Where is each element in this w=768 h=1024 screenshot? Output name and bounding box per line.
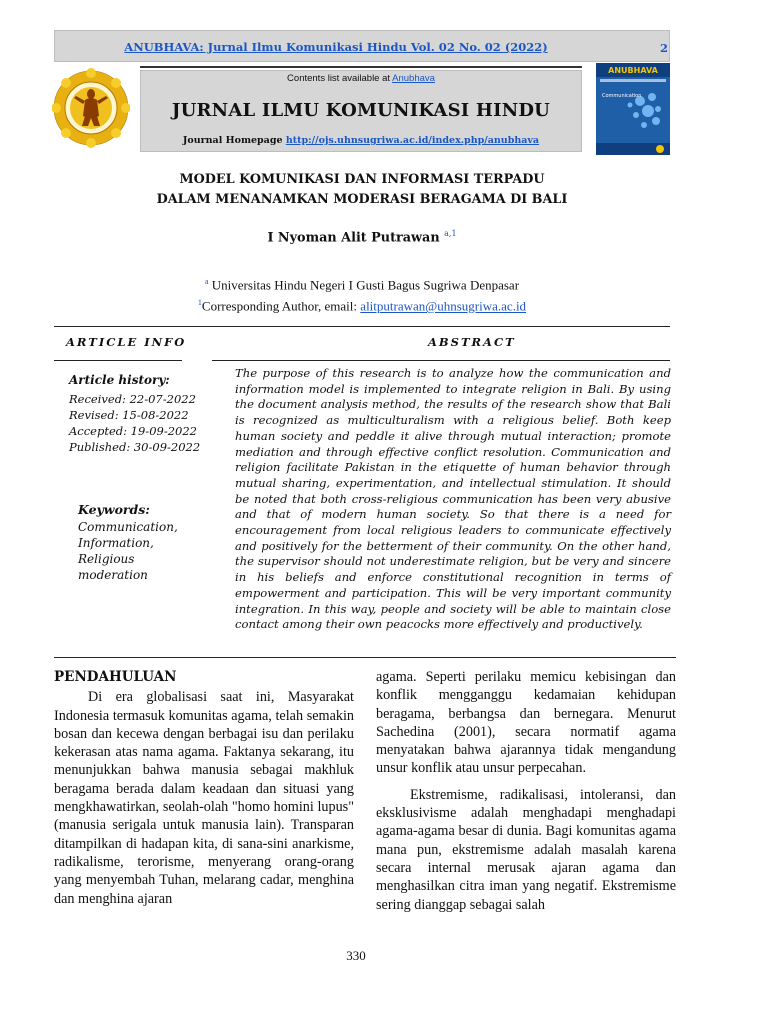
anubhava-link[interactable]: Anubhava xyxy=(392,73,435,84)
university-emblem-icon xyxy=(52,68,130,148)
body-top-rule xyxy=(54,657,676,658)
journal-title: JURNAL ILMU KOMUNIKASI HINDU xyxy=(171,100,551,121)
keyword-item: moderation xyxy=(78,568,148,582)
info-top-rule xyxy=(54,326,670,327)
affiliation-line xyxy=(54,273,670,294)
keywords-title: Keywords: xyxy=(78,502,150,517)
keyword-item: Information, xyxy=(78,536,154,550)
affiliation-block xyxy=(54,273,670,316)
body-paragraph: Ekstremisme, radikalisasi, intoleransi, dan eksklusivisme adalah menghadapi menghadapi agama-agama besar di dunia. Bagi komunitas agama mana pun, ekstremisme adalah masalah karena secara internal merusak ajaran agama dan menghasilkan citra iman yang negatif. Ekstremisme sering dianggap sebagai salah xyxy=(376,786,676,913)
body-paragraph: Di era globalisasi saat ini, Masyarakat Indonesia termasuk komunitas agama, telah semakin bosan dan kecewa dengan berbagai isu dan perilaku kekerasan atas nama agama. Faktanya sekarang, itu menunjukkan bahwa manusia sebagai makhluk beragama berada dalam keadaan dan situasi yang mengkhawatirkan, seolah-olah "homo homini lupus" (manusia serigala untuk manusia lain). Transparan ditampilkan di hadapan kita, di sana-sini anarkisme, radikalisme, terorisme, menyerang orang-orang yang menyembah Tuhan, melarang cadar, menghina dan menghina ajaran xyxy=(54,689,354,907)
journal-cover-image xyxy=(596,63,670,155)
contents-availability xyxy=(140,73,582,84)
page-edge-number: 2 xyxy=(660,41,669,55)
corresponding-label: Corresponding Author, email xyxy=(201,298,354,314)
journal-homepage xyxy=(140,135,582,146)
affiliation-superscript: a xyxy=(204,277,209,286)
journal-reference-link[interactable]: ANUBHAVA: Jurnal Ilmu Komunikasi Hindu Vol. 02 No. 02 (2022) xyxy=(124,40,548,54)
keyword-item: Religious xyxy=(78,552,135,566)
title-line-2: DALAM MENANAMKAN MODERASI BERAGAMA DI BALI xyxy=(156,192,568,207)
article-info-heading: ARTICLE INFO xyxy=(66,335,187,349)
affiliation-text: Universitas Hindu Negeri I Gusti Bagus Sugriwa Denpasar xyxy=(211,277,520,293)
article-history xyxy=(69,391,200,455)
published-date: Published: 30-09-2022 xyxy=(69,440,201,454)
corresponding-line xyxy=(54,294,670,315)
header-top-rule xyxy=(140,66,582,68)
author-superscript: a,1 xyxy=(444,229,457,238)
body-paragraph: agama. Seperti perilaku memicu kebisingan dan konflik mengganggu kedamaian kehidupan beragama, berbangsa dan bernegara. Menurut Sachedina (2001), secara normatif agama menyatakan bahwa ajarannya tidak mengandung unsur konflik atau unsur perpecahan. xyxy=(376,669,676,777)
info-underline-rule xyxy=(54,360,182,361)
page-number: 330 xyxy=(346,948,366,963)
homepage-link[interactable]: http://ojs.uhnsugriwa.ac.id/index.php/anubhava xyxy=(285,135,540,146)
abstract-heading: ABSTRACT xyxy=(428,335,516,349)
paper-title xyxy=(54,170,670,210)
keywords-list xyxy=(78,519,198,583)
author-line xyxy=(54,229,670,245)
keyword-item: Communication, xyxy=(78,520,178,534)
cover-title: ANUBHAVA xyxy=(608,66,658,75)
author-name: I Nyoman Alit Putrawan xyxy=(267,230,440,246)
revised-date: Revised: 15-08-2022 xyxy=(69,408,189,422)
body-right-column xyxy=(376,668,676,914)
abstract-text: The purpose of this research is to analyze how the communication and information model is implemented to integrate religion in Bali. By using the document analysis method, the results of the research show that Bali is recognized as multiculturalism with a religious belief. Both keep human society and peddle it alive through mutual interaction; promote mediation and through effective conflict resolution. Communication and religion facilitate Pakistan in the etiquette of human behavior through mutual sharing, experimentation, and intellectual stimulation. It should be noted that both cross-religious communication has been very abusive and that of modern human society. So that there is a need for encouragement from local religious leaders to communicate effectively and positively for the betterment of their community. On the other hand, the supervisor should not underestimate religion, but be very and sincere in his beliefs and enforce constitutional recognition in terms of empowerment and participation. This will be very important community integration. In this way, people and society will be able to maintain close contact among their own peacocks more effectively and productively. xyxy=(235,366,671,632)
title-line-1: MODEL KOMUNIKASI DAN INFORMASI TERPADU xyxy=(179,172,545,187)
body-left-column xyxy=(54,668,354,908)
corresponding-superscript: 1 xyxy=(197,298,202,308)
section-heading: PENDAHULUAN xyxy=(54,669,177,685)
corresponding-colon: : xyxy=(353,298,361,314)
accepted-date: Accepted: 19-09-2022 xyxy=(69,424,197,438)
homepage-label: Journal Homepage xyxy=(182,135,286,146)
cover-subtitle: Communication xyxy=(602,93,642,99)
author-email-link[interactable]: alitputrawan@uhnsugriwa.ac.id xyxy=(360,298,527,314)
abstract-underline-rule xyxy=(212,360,670,361)
contents-text: Contents list available at xyxy=(287,73,393,84)
article-history-title: Article history: xyxy=(69,373,170,387)
received-date: Received: 22-07-2022 xyxy=(69,392,196,406)
